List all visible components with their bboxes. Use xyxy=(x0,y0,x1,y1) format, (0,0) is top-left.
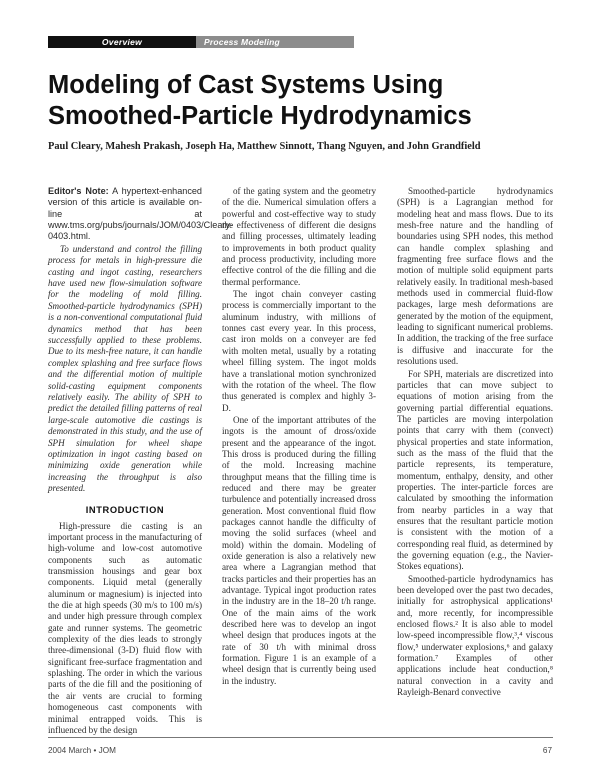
category-label: Process Modeling xyxy=(196,36,354,48)
page-number: 67 xyxy=(542,746,552,755)
paragraph: Smoothed-particle hydrodynamics has been developed over the past two decades, initially for astrophysical applications¹ and, more recently, for incompressible enclosed flows.² It is also able to model low-speed incompressible flow,³,⁴ viscous flow,⁵ underwater explosions,⁶ and galaxy formation.⁷ Examples of other applications include heat conduction,⁸ natural convection in a cavity and Rayleigh-Benard convective xyxy=(397,573,553,698)
paragraph: of the gating system and the geometry of the die. Numerical simulation offers a powerful and cost-effective way to study the effectiveness of different die designs and filling processes, ultimately leading to improvements in both product quality and process productivity, including more effective control of the die filling and die thermal performance. xyxy=(222,186,376,287)
section-label: Overview xyxy=(48,36,196,48)
footer-issue: 2004 March • JOM xyxy=(48,746,116,755)
editors-note-label: Editor's Note: xyxy=(48,186,109,196)
paragraph: For SPH, materials are discretized into particles that can move subject to equations of motion arising from the governing partial differential equations. The particles are moving interpolation points that carry with them (convect) physical properties and state information, such as the mass of the fluid that the particle represents, its temperature, momentum, enthalpy, density, and other properties. The inter-particle forces are calculated by smoothing the information from nearby particles in a way that ensures that the resultant particle motion is consistent with the motion of a corresponding real fluid, as determined by the governing equation (e.g., the Navier-Stokes equations). xyxy=(397,368,553,572)
column-2 xyxy=(222,186,376,687)
paragraph: The ingot chain conveyer casting process is commercially important to the aluminum industry, with millions of tonnes cast every year. In this process, cast iron molds on a conveyer are fed with molten metal, usually by a rotating wheel filling system. The ingot molds have a translational motion synchronized with the rotation of the wheel. The flow thus generated is complex and highly 3-D. xyxy=(222,289,376,413)
editors-note xyxy=(48,186,233,243)
title-line-1: Modeling of Cast Systems Using xyxy=(48,71,444,99)
section-heading-introduction: INTRODUCTION xyxy=(85,504,165,515)
paragraph: High-pressure die casting is an important process in the manufacturing of high-volume and low-cost automotive components such as automatic transmission housings and gear box components. Liquid metal (generally aluminum or magnesium) is injected into the die at high speeds (30 m/s to 100 m/s) and under high pressure through complex gate and runner systems. The geometric complexity of the dies leads to strongly three-dimensional (3-D) fluid flow with significant free-surface fragmentation and splashing. The order in which the various parts of the die fill and the positioning of the air vents are crucial to forming homogeneous cast components with minimal entrapped voids. This is influenced by the design xyxy=(48,520,202,735)
footer-rule xyxy=(48,737,553,738)
author-list: Paul Cleary, Mahesh Prakash, Joseph Ha, Matthew Sinnott, Thang Nguyen, and John Grandfield xyxy=(48,141,481,152)
article-title xyxy=(48,70,548,132)
paragraph: One of the important attributes of the ingots is the amount of dross/oxide present and the appearance of the ingot. This dross is produced during the filling of the mold. Increasing machine throughput means that the filling time is reduced and there may be greater turbulence and potentially increased dross generation. Most conventional fluid flow packages cannot handle the difficulty of moving the solid surfaces (wheel and mold) within the domain. Modeling of oxide generation is also a relatively new area where a Lagrangian method that tracks particles and their properties has an advantage. Typical ingot production rates in the industry are in the 18–20 t/h range. One of the main aims of the work described here was to develop an ingot wheel design that produces ingots at the rate of 30 t/h with minimal dross formation. Figure 1 is an example of a wheel design that is currently being used in the industry. xyxy=(222,414,376,686)
column-1 xyxy=(48,186,233,736)
editors-note-text: A hypertext-enhanced version of this article is available on-line at www.tms.org/pubs/journals/JOM/0403/Cleary-0403.html. xyxy=(48,186,233,242)
paragraph: Smoothed-particle hydrodynamics (SPH) is a Lagrangian method for modeling heat and mass flows. Due to its mesh-free nature and the handling of boundaries using SPH nodes, this method can handle complex splashing and fragmenting free surface flows and the motion of multiple solid equipment parts relatively easily. In traditional mesh-based methods used in commercial fluid-flow packages, large mesh deformations are generated by the motion of the equipment, leading to significant numerical problems. In addition, the tracking of the free surface is diffusive and inaccurate for the resolutions used. xyxy=(397,186,553,367)
title-line-2: Smoothed-Particle Hydrodynamics xyxy=(48,102,472,130)
section-header-bar xyxy=(48,36,354,48)
column-3 xyxy=(397,186,553,698)
abstract: To understand and control the filling process for metals in high-pressure die casting and ingot casting, researchers have used new flow-simulation software for the modeling of mold filling. Smoothed-particle hydrodynamics (SPH) is a non-conventional computational fluid dynamics method that has been successfully applied to these problems. Due to its mesh-free nature, it can handle complex splashing and free surface flows and the differential motion of multiple solid-casting equipment components relatively easily. The ability of SPH to predict the detailed filling patterns of real large-scale automotive die castings is demonstrated in this study, and the use of SPH simulation for wheel shape optimization in ingot casting based on minimizing oxide generation while increasing the throughput is also presented. xyxy=(48,243,202,494)
